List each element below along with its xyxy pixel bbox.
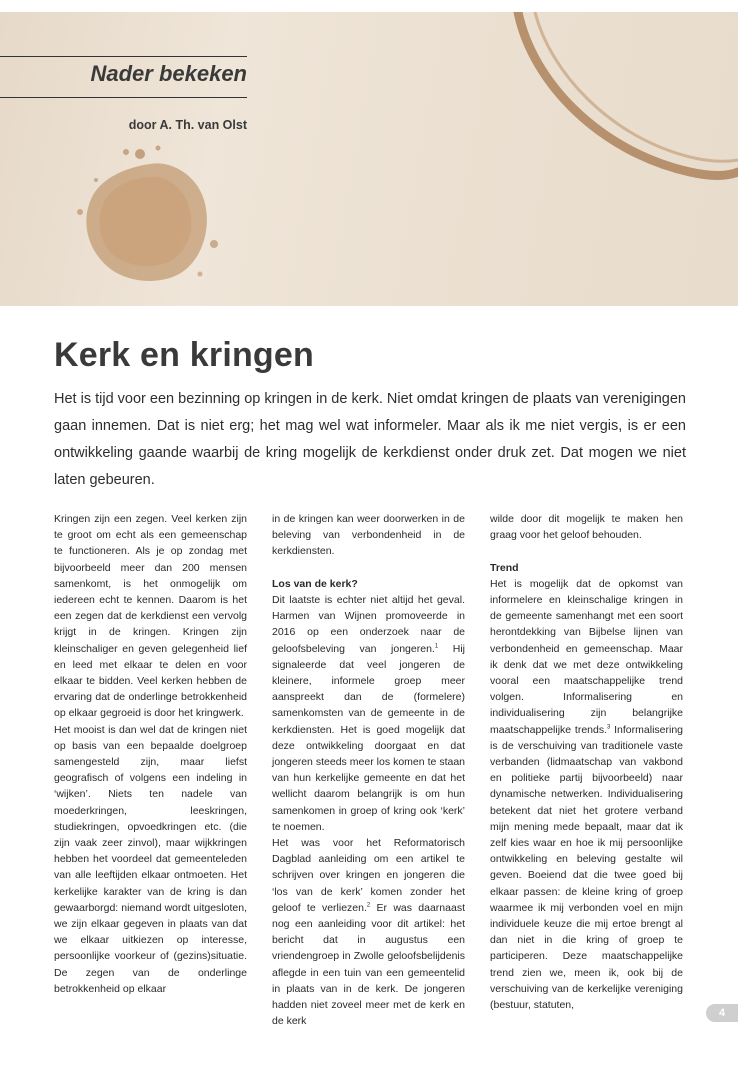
- article-title: Kerk en kringen: [54, 336, 314, 374]
- paragraph: in de kringen kan weer doorwerken in de beleving van verbondenheid in de kerkdiensten.: [272, 513, 465, 558]
- footnote-ref: 2: [366, 902, 371, 909]
- header-banner: [0, 12, 738, 306]
- page-number: 4: [706, 1004, 738, 1022]
- subheading-los-van-de-kerk: Los van de kerk?: [272, 577, 358, 590]
- article-column-1: [54, 511, 247, 997]
- paragraph: Kringen zijn een zegen. Veel kerken zijn te groot om echt als een gemeenschap te functioneren. Als je op zondag met bijvoorbeeld meer dan 200 mensen samenkomt, is het onmogelijk om iedereen echt te kennen. Daarom is het een zegen dat de kerkdienst een vervolg krijgt in de kringen. Kringen zijn kleinschaliger en geven gelegenheid lief en leed met elkaar te delen en voor elkaar te bidden. Veel kerken hebben de ervaring dat de onderlinge betrokkenheid op elkaar gegroeid is door het kringwerk.: [54, 513, 247, 720]
- paragraph: Het mooist is dan wel dat de kringen niet op basis van een bepaalde doelgroep samengesteld zijn, maar liefst geografisch of volgens een indeling in ‘wijken’. Niets ten nadele van moederkringen, leeskringen, studiekringen, opvoedkringen etc. (die zijn vaak zeer zinvol), maar wijkkringen hebben het voordeel dat gemeenteleden van alle leeftijden elkaar ontmoeten. Het kerkelijke karakter van de kring is dan gewaarborgd: niemand wordt uitgesloten, we zijn elkaar gegeven in plaats van dat we elkaar uitkiezen op interesse, persoonlijke voorkeur of (gezins)situatie. De zegen van de onderlinge betrokkenheid op elkaar: [54, 723, 247, 995]
- coffee-ring-inner: [535, 12, 738, 161]
- article-column-2: [272, 511, 465, 1029]
- article-column-3: [490, 511, 683, 1013]
- header-rule-bottom: [0, 97, 247, 98]
- coffee-splash: [77, 146, 218, 281]
- article-lead: Het is tijd voor een bezinning op kringen in de kerk. Niet omdat kringen de plaats van verenigingen gaan innemen. Dat is niet erg; het mag wel wat informeler. Maar als ik me niet vergis, is er een ontwikkeling gaande waarbij de kring mogelijk de kerkdienst onder druk zet. Dat mogen we niet laten gebeuren.: [54, 391, 686, 488]
- paragraph: wilde door dit mogelijk te maken hen graag voor het geloof behouden.: [490, 513, 683, 542]
- paragraph: Dit laatste is echter niet altijd het geval. Harmen van Wijnen promoveerde in 2016 op een onderzoek naar de geloofsbeleving van jongeren.$^1$ Hij signaleerde dat veel jongeren de kleinere, informele groep meer aanspreekt dan de (formelere) samenkomsten van de gemeente in de kerkdiensten. Het is goed mogelijk dat deze ontwikkeling doorgaat en dat jongeren steeds meer los komen te staan van hun kerkelijke gemeente en dat het wellicht daarom belangrijk is om hun samenkomen in groep of kring ook ‘kerk’ te noemen.: [272, 594, 465, 833]
- paragraph: Het is mogelijk dat de opkomst van informelere en kleinschalige kringen in de gemeente samenhangt met een soort herontdekking van Bijbelse lijnen van verbondenheid en gemeenschap. Maar ik denk dat we met deze ontwikkeling vooral een maatschappelijke trend volgen. Informalisering en individualisering zijn belangrijke maatschappelijke trends.$^3$ Informalisering is de verschuiving van traditionele vaste verbanden (lidmaatschap van vakbond en politieke partij bijvoorbeeld) naar dynamische netwerken. Individualisering betekent dat niet het grotere verband mijn mening mede bepaalt, maar dat ik zelf kies waar en hoe ik mij persoonlijke ontwikkeling en beleving gestalte wil geven. Boeiend dat die twee goed bij elkaar passen: de kleine kring of groep waarmee ik mij verbonden voel en mijn individuele keuze die mij ertoe brengt al dan niet in die kring of groep te participeren. Deze maatschappelijke trend zien we, meen ik, ook bij de verschuiving van de kerkelijke vereniging (bestuur, statuten,: [490, 577, 683, 1012]
- header-rule-top: [0, 56, 247, 57]
- coffee-ring-outer: [518, 12, 738, 175]
- subheading-trend: Trend: [490, 561, 519, 574]
- footnote-ref: 3: [607, 724, 611, 731]
- section-name: Nader bekeken: [90, 61, 247, 86]
- author-byline: door A. Th. van Olst: [128, 118, 247, 132]
- paragraph: Het was voor het Reformatorisch Dagblad aanleiding om een artikel te schrijven over kringen en jongeren die ‘los van de kerk’ komen zonder het geloof te verliezen.$^2$ Er was daarnaast nog een aanleiding voor dit artikel: het bericht dat in augustus een vriendengroep in Zwolle geloofsbelijdenis aflegde in een tuin van een gemeentelid in plaats van in de kerk. De jongeren hadden niet zoveel meer met de kerk en de kerk: [272, 837, 465, 1028]
- footnote-ref: 1: [434, 643, 439, 650]
